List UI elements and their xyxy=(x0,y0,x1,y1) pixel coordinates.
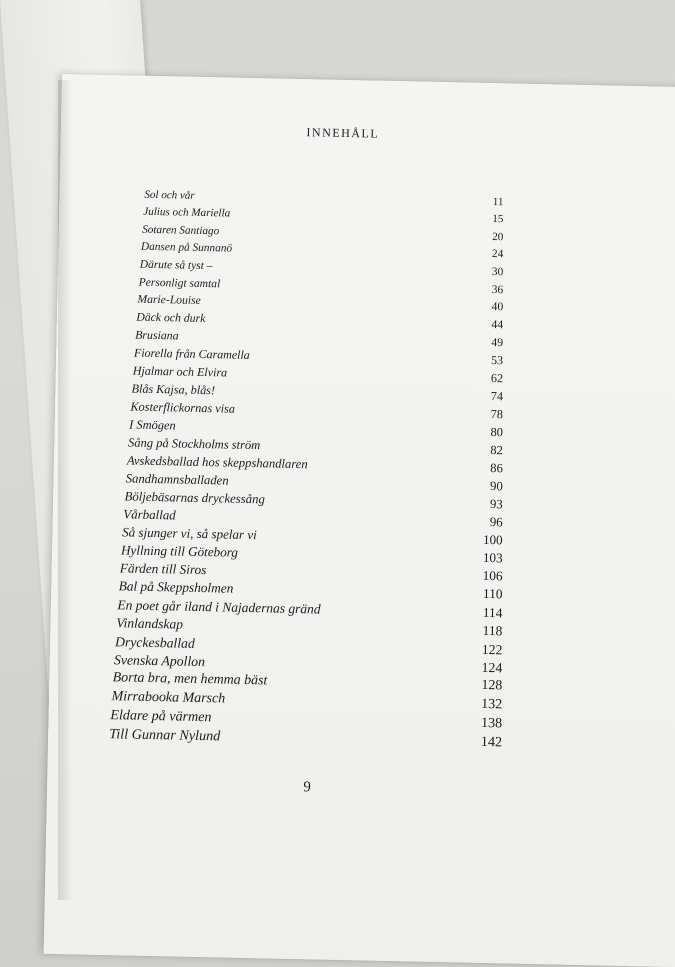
toc-entry-title: Brusiana xyxy=(134,328,179,343)
toc-entry-title: Till Gunnar Nylund xyxy=(109,726,221,745)
toc-entry-page: 128 xyxy=(481,678,503,694)
gutter-shadow xyxy=(58,80,72,900)
toc-entry-page: 106 xyxy=(482,568,503,584)
toc-entry-title: Kosterflickornas visa xyxy=(130,399,236,416)
toc-entry-page: 24 xyxy=(491,248,504,261)
toc-entry-title: Hjalmar och Elvira xyxy=(132,363,228,380)
toc-entry-page: 124 xyxy=(481,659,503,676)
toc-entry-page: 49 xyxy=(491,335,504,350)
toc-entry-page: 142 xyxy=(480,733,503,751)
toc-entry-title: Sol och vår xyxy=(144,188,195,202)
toc-entry-page: 132 xyxy=(481,696,503,713)
toc-entry-page: 100 xyxy=(482,531,503,548)
toc-entry-title: Däck och durk xyxy=(136,310,206,325)
toc-entry-page: 40 xyxy=(491,300,504,314)
toc-entry-title: Marie-Louise xyxy=(137,292,201,308)
toc-entry-page: 80 xyxy=(490,424,504,439)
toc-entry-title: Vinlandskap xyxy=(116,615,184,632)
toc-entry-title: Fiorella från Caramella xyxy=(133,345,250,363)
toc-entry-title: Sotaren Santiago xyxy=(142,223,220,238)
toc-entry-page: 82 xyxy=(490,442,504,457)
toc-entry-page: 90 xyxy=(489,478,503,493)
toc-entry-title: Sång på Stockholms ström xyxy=(127,434,261,452)
toc-entry-title: Mirrabooka Marsch xyxy=(111,689,226,707)
toc-entry-title: Borta bra, men hemma bäst xyxy=(112,670,268,689)
toc-entry-title: I Smögen xyxy=(129,417,176,433)
toc-entry-page: 44 xyxy=(491,317,504,332)
toc-entry-title: Så sjunger vi, så spelar vi xyxy=(122,524,257,542)
toc-entry-title: Personligt samtal xyxy=(138,276,221,290)
toc-entry-title: Julius och Mariella xyxy=(143,206,231,220)
toc-entry-page: 53 xyxy=(490,353,504,368)
toc-entry-title: Blås Kajsa, blås! xyxy=(131,381,216,398)
toc-entry-page: 114 xyxy=(482,604,503,621)
toc-entry-title: Dryckesballad xyxy=(114,633,195,651)
toc-entry-title: Avskedsballad hos skeppshandlaren xyxy=(126,452,308,471)
toc-entry-title: Därute så tyst – xyxy=(139,258,213,273)
toc-entry-page: 62 xyxy=(490,371,504,386)
toc-entry-page: 110 xyxy=(482,586,503,602)
toc-entry-page: 138 xyxy=(480,715,503,732)
toc-entry-page: 122 xyxy=(481,641,503,657)
toc-entry-page: 11 xyxy=(492,196,504,209)
toc-entry-page: 86 xyxy=(490,460,503,475)
toc-entry-page: 15 xyxy=(492,213,504,226)
toc-entry-title: Dansen på Sunnanö xyxy=(140,241,233,255)
toc-entry-title: Hyllning till Göteborg xyxy=(120,542,239,560)
toc-entry-title: Färden till Siros xyxy=(119,560,207,578)
toc-entry-page: 93 xyxy=(489,496,503,511)
toc-entry-title: Böljebäsarnas dryckessång xyxy=(124,488,266,506)
page-number: 9 xyxy=(303,779,312,796)
toc-entry-page: 30 xyxy=(491,265,504,279)
toc-entry-page: 74 xyxy=(490,388,504,404)
toc-entry-title: Eldare på värmen xyxy=(110,707,212,726)
toc-entry-page: 36 xyxy=(491,283,504,296)
toc-entry-page: 20 xyxy=(492,230,504,244)
page-title: INNEHÅLL xyxy=(306,125,380,141)
toc-entry-title: Bal på Skeppsholmen xyxy=(118,578,234,597)
toc-entry-title: Svenska Apollon xyxy=(113,652,206,670)
toc-entry-page: 78 xyxy=(490,406,504,421)
toc-list xyxy=(45,74,675,887)
toc-entry-title: Vårballad xyxy=(123,506,176,523)
toc-entry-page: 103 xyxy=(482,549,503,566)
toc-entry-title: En poet går iland i Najadernas gränd xyxy=(117,597,321,617)
book-page xyxy=(44,74,675,967)
toc-entry-title: Sandhamnsballaden xyxy=(125,470,229,488)
toc-entry-page: 118 xyxy=(482,623,503,639)
toc-entry-page: 96 xyxy=(489,513,503,529)
